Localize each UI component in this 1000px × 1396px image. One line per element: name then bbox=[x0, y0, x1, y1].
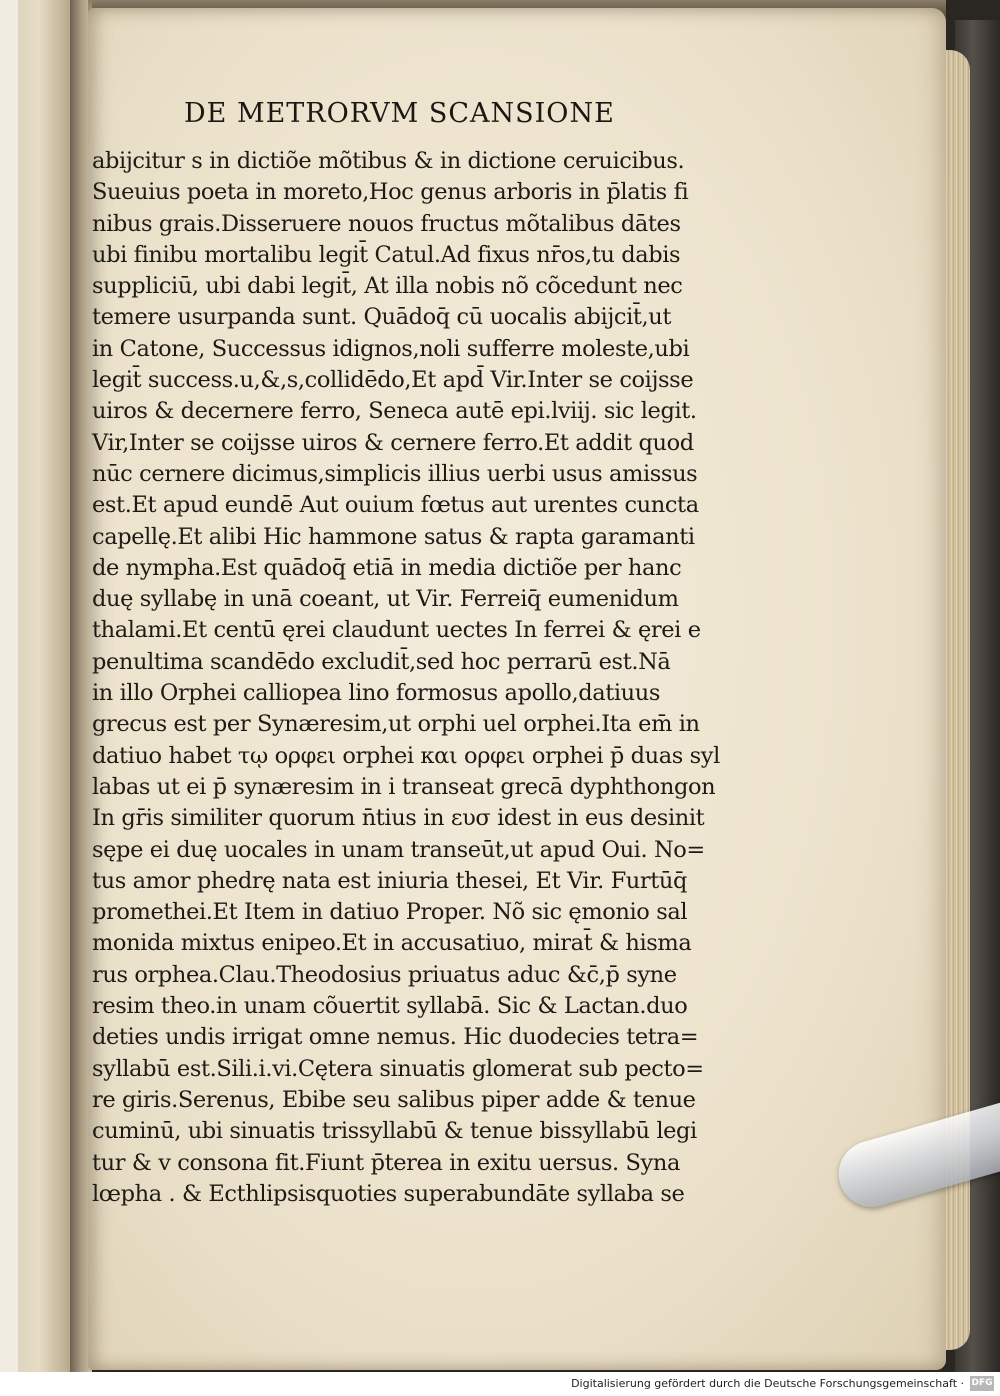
text-line: capellę.Et alibi Hic hammone satus & rapta garamanti bbox=[92, 523, 695, 550]
text-line: In gr̄is similiter quorum n̄tius in ευσ idest in eus desinit bbox=[92, 805, 705, 832]
text-line: Sueuius poeta in moreto,Hoc genus arboris in p̄latis fi bbox=[92, 179, 689, 206]
text-line: nūc cernere dicimus,simplicis illius uerbi usus amissus bbox=[92, 460, 698, 487]
facing-page-margin bbox=[0, 0, 18, 1372]
text-line: grecus est per Synæresim,ut orphi uel orphei.Ita em̄ in bbox=[92, 711, 700, 738]
text-line: cuminū, ubi sinuatis trissyllabū & tenue bissyllabū legi bbox=[92, 1118, 697, 1145]
text-line: penultima scandēdo excludit̄,sed hoc perrarū est.Nā bbox=[92, 648, 671, 675]
text-line: in illo Orphei calliopea lino formosus apollo,datiuus bbox=[92, 680, 660, 707]
text-line: monida mixtus enipeo.Et in accusatiuo, mirat̄ & hisma bbox=[92, 930, 692, 957]
text-line: nibus grais.Disseruere nouos fructus mõtalibus dātes bbox=[92, 210, 681, 237]
text-line: ubi finibu mortalibu legit̄ Catul.Ad fixus nr̄os,tu dabis bbox=[92, 241, 681, 268]
text-line: re giris.Serenus, Ebibe seu salibus piper adde & tenue bbox=[92, 1086, 696, 1113]
text-line: tur & v consona fit.Fiunt p̄terea in exitu uersus. Syna bbox=[92, 1149, 680, 1176]
text-line: labas ut ei p̄ synæresim in i transeat grecā dyphthongon bbox=[92, 773, 716, 800]
text-line: syllabū est.Sili.i.vi.Cętera sinuatis glomerat sub pecto= bbox=[92, 1055, 704, 1082]
running-head: DE METRORVM SCANSIONE bbox=[184, 98, 615, 129]
text-line: abijcitur s in dictiõe mõtibus & in dictione ceruicibus. bbox=[92, 148, 685, 174]
text-line: suppliciū, ubi dabi legit̄, At illa nobis nõ cõcedunt nec bbox=[92, 273, 683, 300]
text-line: duę syllabę in unā coeant, ut Vir. Ferreiq̄ eumenidum bbox=[92, 586, 679, 613]
text-line: resim theo.in unam cõuertit syllabā. Sic & Lactan.duo bbox=[92, 993, 688, 1020]
text-line: legit̄ success.u,&,s,collidēdo,Et apd̄ Vir.Inter se coijsse bbox=[92, 367, 694, 394]
text-line: uiros & decernere ferro, Seneca autē epi.lviij. sic legit. bbox=[92, 398, 697, 425]
text-line: sępe ei duę uocales in unam transeūt,ut apud Oui. No= bbox=[92, 836, 705, 863]
text-line: rus orphea.Clau.Theodosius priuatus aduc &c̄,p̄ syne bbox=[92, 961, 677, 988]
text-line: de nympha.Est quādoq̄ etiā in media dictiõe per hanc bbox=[92, 554, 682, 581]
text-line: thalami.Et centū ęrei claudunt uectes In ferrei & ęrei e bbox=[92, 617, 701, 644]
text-line: in Catone, Successus idignos,noli sufferre moleste,ubi bbox=[92, 335, 690, 362]
text-line: deties undis irrigat omne nemus. Hic duodecies tetra= bbox=[92, 1024, 699, 1051]
text-line: tus amor phedrę nata est iniuria thesei, Et Vir. Furtūq̄ bbox=[92, 867, 687, 894]
text-line: datiuo habet τῳ ορφει orphei και ορφει orphei p̄ duas syl bbox=[92, 742, 720, 769]
funding-credit: Digitalisierung gefördert durch die Deutsche Forschungsgemeinschaft · bbox=[571, 1377, 964, 1390]
text-line: Vir,Inter se coijsse uiros & cernere ferro.Et addit quod bbox=[92, 429, 694, 456]
text-block bbox=[92, 146, 732, 1210]
text-line: est.Et apud eundē Aut ouium fœtus aut urentes cuncta bbox=[92, 492, 699, 519]
text-line: lœpha . & Ecthlipsisquoties superabundāte syllaba se bbox=[92, 1180, 685, 1207]
text-line: promethei.Et Item in datiuo Proper. Nõ sic ęmonio sal bbox=[92, 899, 688, 926]
footer-bar bbox=[0, 1372, 1000, 1396]
dfg-logo: DFG bbox=[970, 1376, 994, 1391]
text-line: temere usurpanda sunt. Quādoq̄ cū uocalis abijcit̄,ut bbox=[92, 304, 672, 331]
